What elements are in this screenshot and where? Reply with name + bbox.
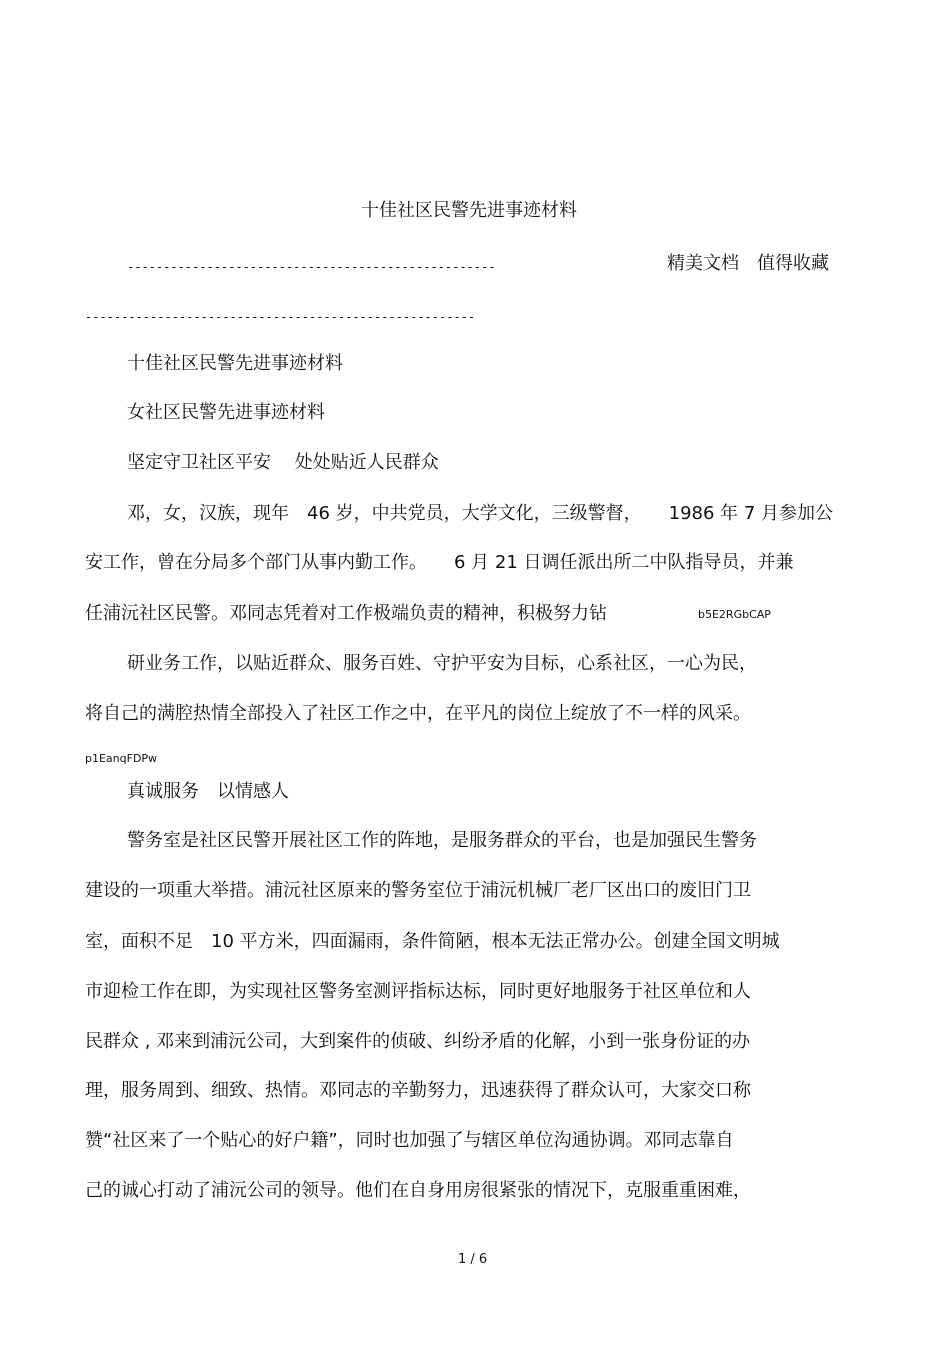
heading-main: 十佳社区民警先进事迹材料 <box>127 353 343 374</box>
document-title: 十佳社区民警先进事迹材料 <box>361 200 577 221</box>
heading-sub: 女社区民警先进事迹材料 <box>127 402 325 423</box>
paragraph-2-line-2: 将自己的满腔热情全部投入了社区工作之中，在平凡的岗位上绽放了不一样的风采。 <box>85 703 751 724</box>
paragraph-3-line-2: 建设的一项重大举措。浦沅社区原来的警务室位于浦沅机械厂老厂区出口的废旧门卫 <box>85 880 751 901</box>
paragraph-3-line-1: 警务室是社区民警开展社区工作的阵地，是服务群众的平台，也是加强民生警务 <box>127 830 757 851</box>
paragraph-1-line-1: 邓，女，汉族，现年 46 岁，中共党员，大学文化，三级警督， 1986 年 7 月参加公 <box>127 503 834 524</box>
header-divider-left: --------------------------------------------------- <box>127 260 496 274</box>
header-tagline: 精美文档 值得收藏 <box>667 253 829 274</box>
paragraph-3-line-6: 理，服务周到、细致、热情。邓同志的辛勤努力，迅速获得了群众认可，大家交口称 <box>85 1080 751 1101</box>
watermark-code-2: p1EanqFDPw <box>85 752 158 765</box>
paragraph-1-line-2: 安工作，曾在分局多个部门从事内勤工作。 6 月 21 日调任派出所二中队指导员，并兼 <box>85 552 794 573</box>
paragraph-2-line-1: 研业务工作，以贴近群众、服务百姓、守护平安为目标，心系社区，一心为民， <box>127 653 757 674</box>
paragraph-3-line-3: 室，面积不足 10 平方米，四面漏雨，条件简陋，根本无法正常办公。创建全国文明城 <box>85 931 780 952</box>
heading-theme: 坚定守卫社区平安 处处贴近人民群众 <box>127 452 439 473</box>
paragraph-3-line-7: 赞“社区来了一个贴心的好户籍”，同时也加强了与辖区单位沟通协调。邓同志靠自 <box>85 1130 734 1151</box>
paragraph-3-line-5: 民群众 , 邓来到浦沅公司，大到案件的侦破、纠纷矛盾的化解，小到一张身份证的办 <box>85 1031 751 1052</box>
heading-section: 真诚服务 以情感人 <box>127 781 289 802</box>
header-divider-second: ------------------------------------------------------ <box>85 310 476 324</box>
paragraph-3-line-4: 市迎检工作在即，为实现社区警务室测评指标达标，同时更好地服务于社区单位和人 <box>85 981 751 1002</box>
page-number: 1 / 6 <box>458 1252 488 1267</box>
watermark-code-1: b5E2RGbCAP <box>698 608 771 621</box>
paragraph-3-line-8: 己的诚心打动了浦沅公司的领导。他们在自身用房很紧张的情况下，克服重重困难， <box>85 1180 751 1201</box>
paragraph-1-line-3: 任浦沅社区民警。邓同志凭着对工作极端负责的精神，积极努力钻 <box>85 603 607 624</box>
